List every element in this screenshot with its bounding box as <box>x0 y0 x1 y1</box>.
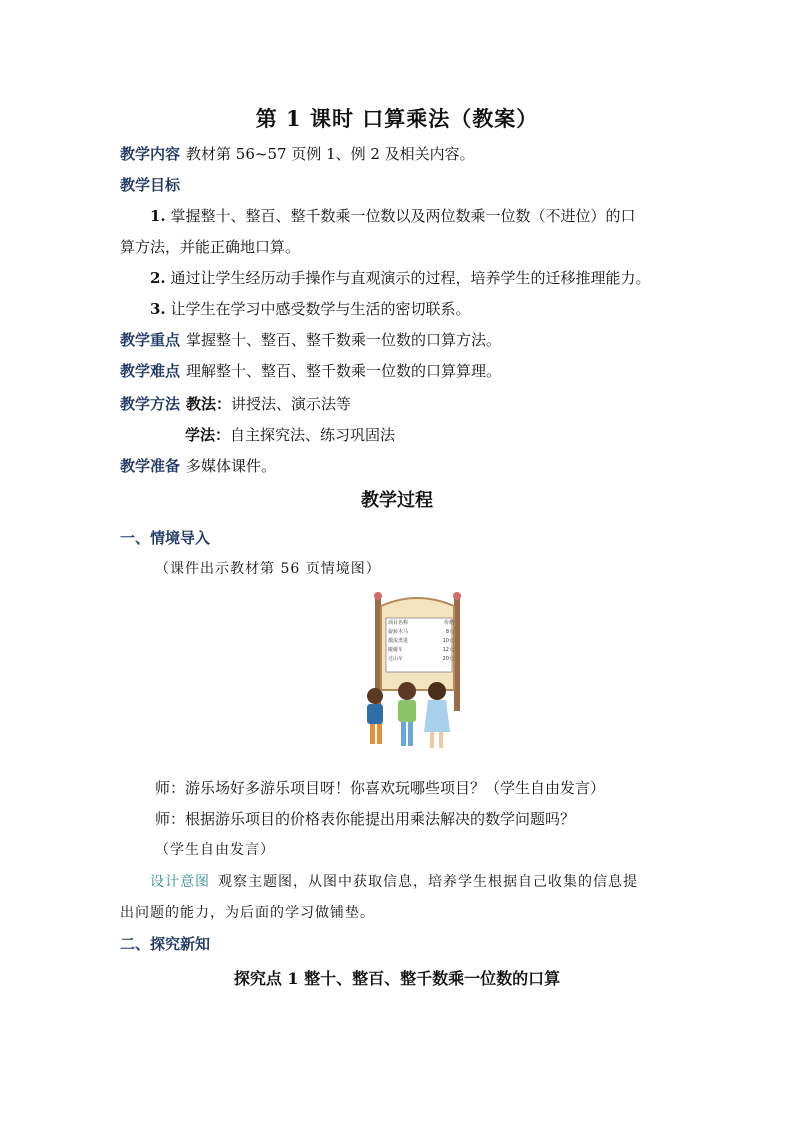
price-board-image <box>350 590 470 762</box>
teach-method-label: 教法： <box>186 395 232 413</box>
goal-text: 让学生在学习中感受数学与生活的密切联系。 <box>170 300 471 318</box>
table-header-cell: 项目名称 <box>388 620 409 626</box>
learn-method-label: 学法： <box>185 426 231 444</box>
difficulty-row <box>120 361 501 381</box>
table-cell: 激流勇进 <box>388 638 409 644</box>
table-row <box>386 627 456 636</box>
key-point-label: 教学重点 <box>120 331 181 349</box>
table-cell: 10元 <box>442 638 454 644</box>
table-cell: 20元 <box>442 656 454 662</box>
goals-label-row <box>120 175 186 195</box>
prep-row <box>120 456 276 476</box>
table-header-cell: 价格 <box>443 620 454 626</box>
section1-note: （课件出示教材第 56 页情境图） <box>155 561 381 577</box>
learn-method-row <box>185 425 395 445</box>
content-label: 教学内容 <box>120 145 181 163</box>
table-header-row <box>386 618 456 627</box>
table-row <box>386 654 456 663</box>
page-title: 第 1 课时 口算乘法（教案） <box>255 106 539 131</box>
section2-subtitle: 探究点 1 整十、整百、整千数乘一位数的口算 <box>233 969 561 988</box>
prep-label: 教学准备 <box>120 457 181 475</box>
goal-number: 2. <box>150 269 166 287</box>
goal-item-3 <box>150 299 470 319</box>
teacher-line-1: 师：游乐场好多游乐项目呀！你喜欢玩哪些项目？（学生自由发言） <box>155 779 606 797</box>
goal-item-1 <box>150 206 635 226</box>
prep-text: 多媒体课件。 <box>186 457 277 475</box>
price-table <box>386 618 456 663</box>
goal-number: 1. <box>150 207 166 225</box>
key-point-text: 掌握整十、整百、整千数乘一位数的口算方法。 <box>186 331 502 349</box>
difficulty-text: 理解整十、整百、整千数乘一位数的口算算理。 <box>186 362 502 380</box>
goal-item-1-cont <box>120 237 300 257</box>
table-row <box>386 636 456 645</box>
learn-method-text: 自主探究法、练习巩固法 <box>230 426 396 444</box>
method-label: 教学方法 <box>120 395 181 413</box>
content-text: 教材第 56~57 页例 1、例 2 及相关内容。 <box>186 145 475 163</box>
design-intent-text: 观察主题图，从图中获取信息，培养学生根据自己收集的信息提 <box>218 874 638 890</box>
table-cell: 12元 <box>442 647 454 653</box>
table-cell: 旋转木马 <box>388 629 409 635</box>
teacher-line-2: 师：根据游乐项目的价格表你能提出用乘法解决的数学问题吗？ <box>155 810 576 828</box>
teach-method-text: 讲授法、演示法等 <box>231 395 352 413</box>
design-intent-row <box>150 872 638 892</box>
key-point-row <box>120 330 501 350</box>
goal-text: 掌握整十、整百、整千数乘一位数以及两位数乘一位数（不进位）的口 <box>170 207 636 225</box>
table-row <box>386 645 456 654</box>
design-intent-cont: 出问题的能力，为后面的学习做铺垫。 <box>120 905 375 921</box>
scene-illustration <box>350 590 470 762</box>
goal-number: 3. <box>150 300 166 318</box>
goal-text: 算方法，并能正确地口算。 <box>120 238 301 256</box>
process-title: 教学过程 <box>361 490 433 511</box>
student-response: （学生自由发言） <box>155 842 275 858</box>
table-cell: 碰碰车 <box>388 647 404 653</box>
difficulty-label: 教学难点 <box>120 362 181 380</box>
table-cell: 8元 <box>445 629 454 635</box>
goals-label: 教学目标 <box>120 176 181 194</box>
goal-item-2 <box>150 268 650 288</box>
section2-title: 二、探究新知 <box>120 935 211 953</box>
section1-title: 一、情境导入 <box>120 529 211 547</box>
content-row <box>120 144 475 164</box>
design-intent-label: 设计意图 <box>150 874 210 890</box>
method-row <box>120 394 351 414</box>
table-cell: 过山车 <box>388 656 404 662</box>
goal-text: 通过让学生经历动手操作与直观演示的过程，培养学生的迁移推理能力。 <box>170 269 651 287</box>
